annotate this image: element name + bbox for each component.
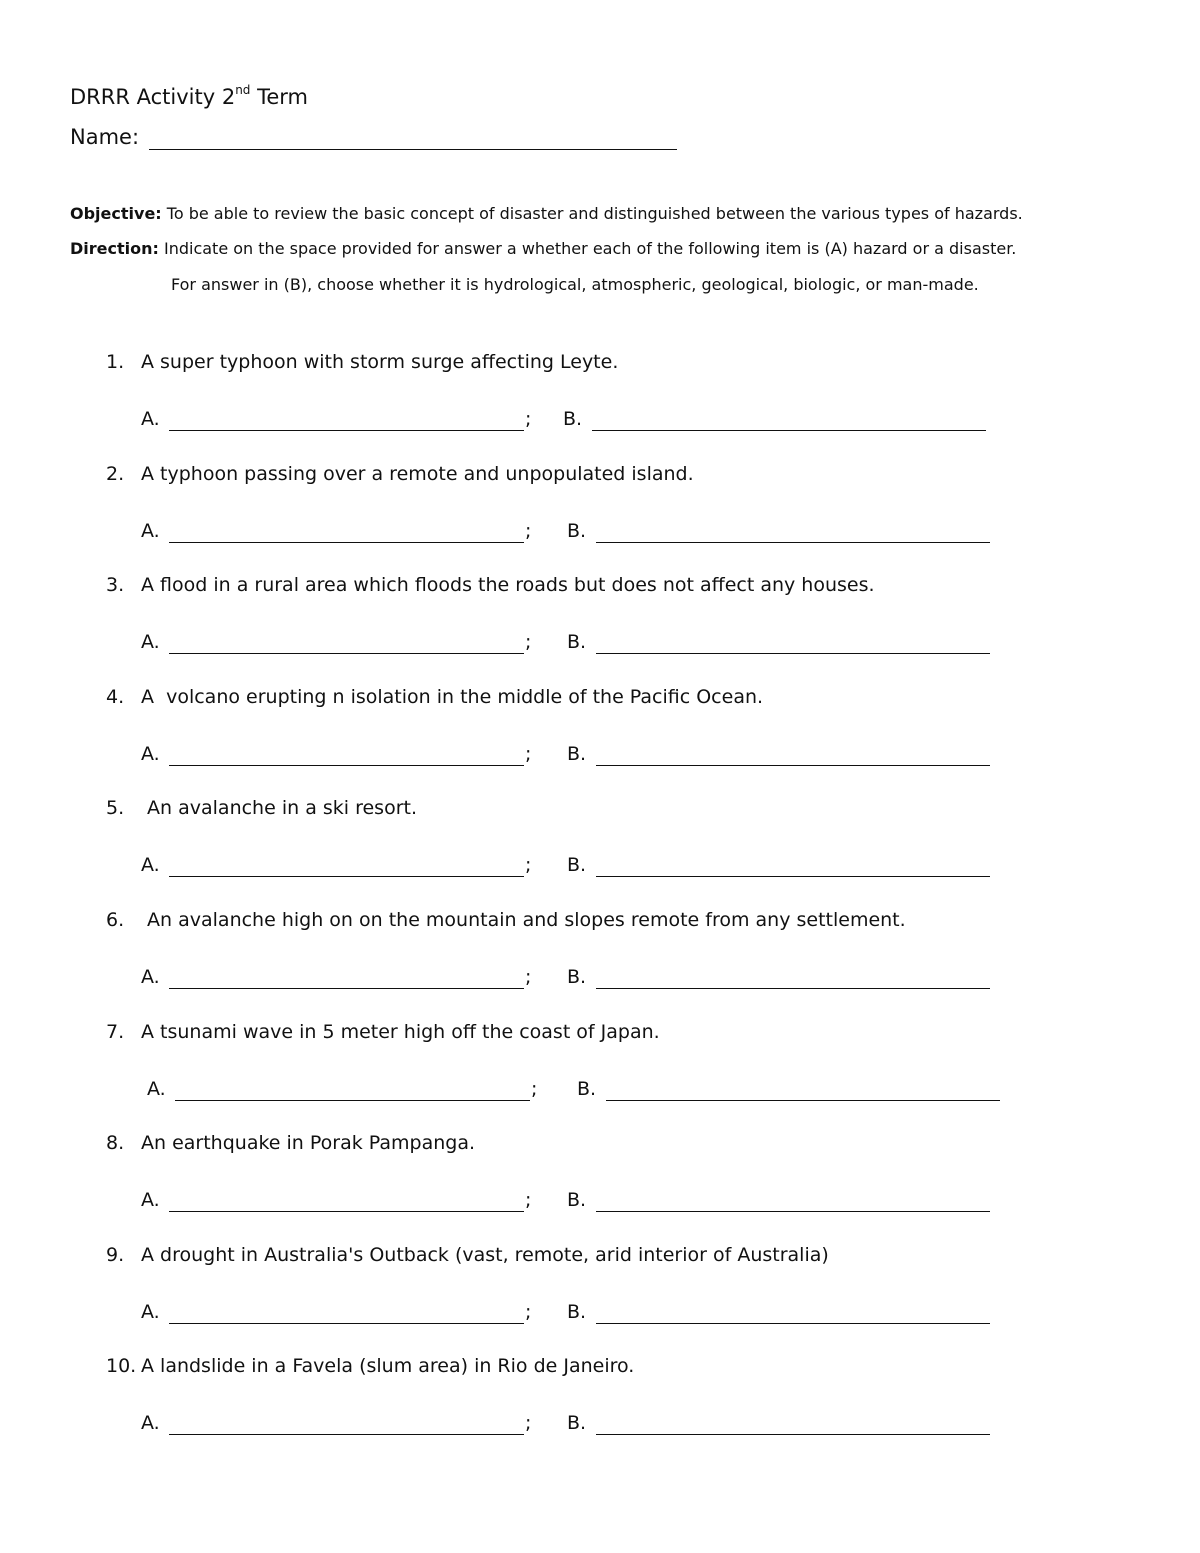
answer-b-field[interactable]	[606, 1100, 1000, 1101]
title-superscript: nd	[235, 83, 251, 97]
answer-b-label: B.	[567, 854, 587, 877]
answer-b-label: B.	[567, 1189, 587, 1212]
answer-separator: ;	[525, 854, 532, 877]
worksheet-title	[70, 85, 308, 109]
answer-b-field[interactable]	[596, 765, 990, 766]
direction-text: Indicate on the space provided for answer a whether each of the following item is (A) hazard or a disaster.	[158, 239, 1017, 258]
question-text: A tsunami wave in 5 meter high off the coast of Japan.	[141, 1020, 660, 1043]
answer-b-label: B.	[567, 1300, 587, 1323]
question-text: An avalanche high on on the mountain and slopes remote from any settlement.	[141, 909, 906, 931]
answer-separator: ;	[525, 966, 532, 988]
answer-separator: ;	[525, 1300, 532, 1323]
answer-a-label: A.	[141, 408, 160, 430]
answer-b-field[interactable]	[596, 1323, 990, 1324]
question-text: A flood in a rural area which floods the roads but does not affect any houses.	[141, 574, 875, 597]
answer-separator: ;	[525, 408, 532, 430]
direction-label: Direction:	[70, 239, 159, 258]
answer-a-field[interactable]	[169, 988, 524, 989]
direction	[70, 239, 1016, 258]
answer-a-field[interactable]	[169, 765, 524, 766]
question-text: A volcano erupting n isolation in the middle of the Pacific Ocean.	[141, 685, 764, 708]
answer-separator: ;	[525, 519, 532, 542]
answer-a-field[interactable]	[169, 542, 524, 543]
answer-separator: ;	[525, 1412, 532, 1435]
answer-a-field[interactable]	[169, 1323, 524, 1324]
answer-b-label: B.	[567, 742, 587, 765]
answer-b-label: B.	[567, 519, 587, 542]
answer-a-label: A.	[141, 1189, 160, 1212]
answer-a-field[interactable]	[169, 876, 524, 877]
answer-a-label: A.	[141, 1412, 160, 1435]
answer-a-label: A.	[141, 631, 160, 654]
question-number: 6.	[106, 909, 125, 931]
question-text: An earthquake in Porak Pampanga.	[141, 1132, 476, 1155]
answer-separator: ;	[525, 631, 532, 654]
title-suffix: Term	[250, 85, 309, 109]
answer-a-field[interactable]	[169, 653, 524, 654]
answer-b-label: B.	[567, 966, 587, 988]
question-number: 10.	[106, 1355, 137, 1378]
answer-a-field[interactable]	[175, 1100, 530, 1101]
answer-a-label: A.	[141, 966, 160, 988]
question-number: 8.	[106, 1132, 125, 1155]
title-text: DRRR Activity 2	[70, 85, 236, 109]
answer-b-field[interactable]	[596, 1434, 990, 1435]
answer-separator: ;	[531, 1077, 538, 1100]
answer-separator: ;	[525, 1189, 532, 1212]
answer-b-label: B.	[567, 1412, 587, 1435]
question-number: 3.	[106, 574, 125, 597]
answer-a-label: A.	[141, 519, 160, 542]
question-number: 1.	[106, 351, 125, 373]
answer-a-field[interactable]	[169, 1211, 524, 1212]
answer-a-label: A.	[141, 742, 160, 765]
question-number: 2.	[106, 462, 125, 485]
question-number: 5.	[106, 797, 125, 820]
question-text: A drought in Australia's Outback (vast, remote, arid interior of Australia)	[141, 1243, 829, 1266]
answer-separator: ;	[525, 742, 532, 765]
answer-b-label: B.	[577, 1077, 597, 1100]
answer-b-field[interactable]	[596, 988, 990, 989]
question-number: 4.	[106, 685, 125, 708]
answer-b-field[interactable]	[592, 430, 986, 431]
question-text: A super typhoon with storm surge affecting Leyte.	[141, 351, 619, 373]
question-text: An avalanche in a ski resort.	[141, 797, 418, 820]
answer-b-field[interactable]	[596, 653, 990, 654]
answer-b-field[interactable]	[596, 542, 990, 543]
name-label: Name:	[70, 125, 140, 149]
objective	[70, 204, 1023, 223]
answer-a-field[interactable]	[169, 430, 524, 431]
objective-label: Objective:	[70, 204, 162, 223]
answer-a-label: A.	[141, 854, 160, 877]
answer-a-field[interactable]	[169, 1434, 524, 1435]
answer-b-field[interactable]	[596, 1211, 990, 1212]
question-text: A landslide in a Favela (slum area) in Rio de Janeiro.	[141, 1355, 635, 1378]
answer-a-label: A.	[141, 1300, 160, 1323]
objective-text: To be able to review the basic concept of disaster and distinguished between the various types of hazards.	[161, 204, 1023, 223]
question-number: 7.	[106, 1020, 125, 1043]
question-number: 9.	[106, 1243, 125, 1266]
name-field[interactable]	[149, 149, 677, 150]
answer-a-label: A.	[147, 1077, 166, 1100]
direction-continued: For answer in (B), choose whether it is hydrological, atmospheric, geological, biologic, or man-made.	[171, 275, 979, 294]
answer-b-field[interactable]	[596, 876, 990, 877]
answer-b-label: B.	[567, 631, 587, 654]
answer-b-label: B.	[563, 408, 583, 430]
question-text: A typhoon passing over a remote and unpopulated island.	[141, 462, 694, 485]
